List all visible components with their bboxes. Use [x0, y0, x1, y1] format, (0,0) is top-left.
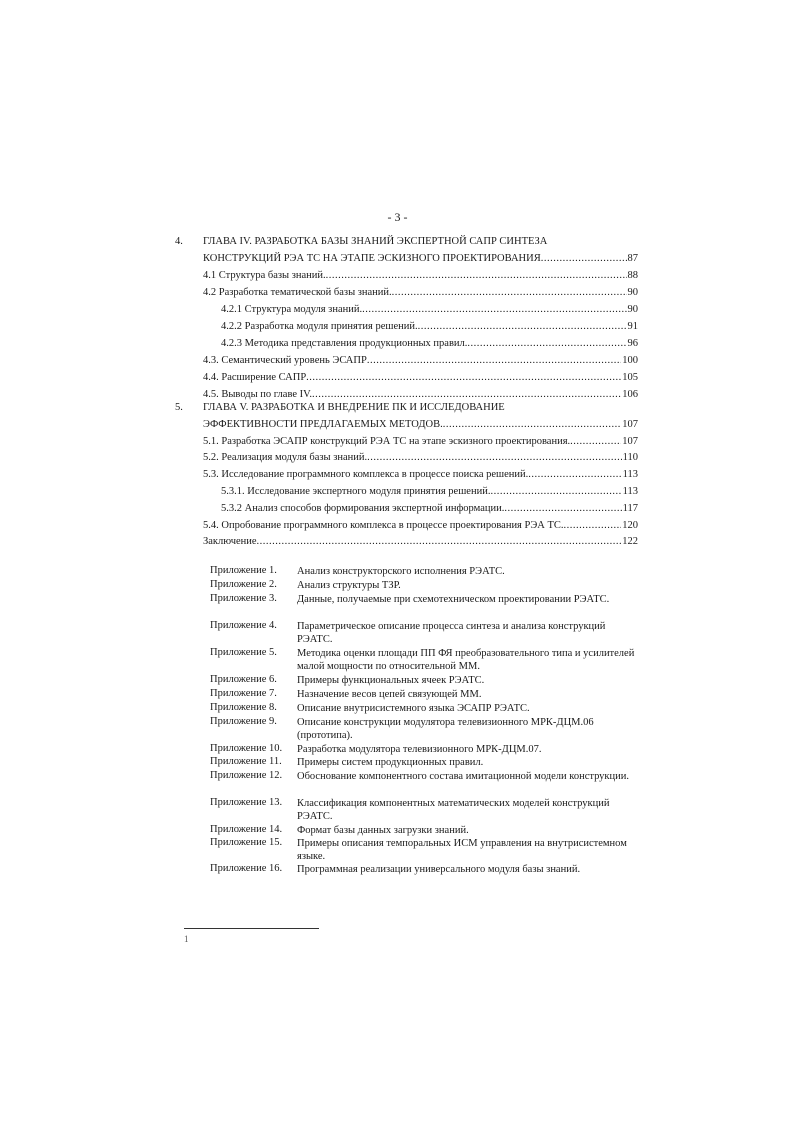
toc-entry-label: 5.3.1. Исследование экспертного модуля принятия решений.	[221, 486, 491, 497]
toc-entry	[221, 503, 638, 517]
leader-dots	[528, 469, 621, 480]
appendix-name: Приложение 3.	[210, 593, 277, 604]
footnote-separator	[184, 928, 319, 929]
toc-entry-label: Заключение	[203, 536, 257, 547]
toc-entry	[203, 270, 638, 284]
leader-dots	[367, 355, 621, 366]
chapter-4-title-line1: ГЛАВА IV. РАЗРАБОТКА БАЗЫ ЗНАНИЙ ЭКСПЕРТНОЙ САПР СИНТЕЗА	[203, 236, 548, 247]
toc-page-number: 122	[622, 536, 638, 547]
toc-page-number: 90	[627, 304, 638, 315]
toc-entry-label: 5.1. Разработка ЭСАПР конструкций РЭА ТС на этапе эскизного проектирования.	[203, 436, 571, 447]
toc-entry-label: 4.2 Разработка тематической базы знаний.	[203, 287, 392, 298]
toc-entry-label: 4.2.2 Разработка модуля принятия решений.	[221, 321, 418, 332]
appendix-text: Примеры функциональных ячеек РЭАТС.	[297, 675, 485, 686]
appendix-name: Приложение 1.	[210, 565, 277, 576]
toc-page-number: 120	[622, 520, 638, 531]
appendix-name: Приложение 2.	[210, 579, 277, 590]
toc-entry-label: 4.5. Выводы по главе IV.	[203, 389, 312, 400]
appendix-name: Приложение 9.	[210, 716, 277, 727]
appendix-text: Обоснование компонентного состава имитационной модели конструкции.	[297, 771, 630, 782]
toc-page-number: 90	[627, 287, 638, 298]
appendix-name: Приложение 8.	[210, 702, 277, 713]
appendix-text: Анализ структуры ТЗР.	[297, 580, 401, 591]
toc-page-number: 110	[622, 452, 638, 463]
appendix-text: Назначение весов цепей связующей ММ.	[297, 689, 482, 700]
toc-page-number: 100	[622, 355, 638, 366]
leader-dots	[257, 536, 622, 547]
toc-page-number: 113	[622, 486, 638, 497]
toc-entry	[221, 486, 638, 500]
toc-entry-label: 4.2.3 Методика представления продукционных правил.	[221, 338, 468, 349]
leader-dots	[418, 321, 627, 332]
appendix-name: Приложение 11.	[210, 756, 282, 767]
toc-page-number: 113	[622, 469, 638, 480]
appendix-name: Приложение 10.	[210, 743, 283, 754]
chapter-5-number: 5.	[175, 402, 183, 413]
appendix-name: Приложение 7.	[210, 688, 277, 699]
toc-entry	[203, 452, 638, 466]
toc-entry	[203, 536, 638, 550]
toc-entry	[203, 389, 638, 403]
chapter-4-title-line2: КОНСТРУКЦИЙ РЭА ТС НА ЭТАПЕ ЭСКИЗНОГО ПРОЕКТИРОВАНИЯ	[203, 253, 541, 264]
appendix-text: Данные, получаемые при схемотехническом проектировании РЭАТС.	[297, 594, 610, 605]
toc-entry	[221, 321, 638, 335]
leader-dots	[504, 503, 621, 514]
appendix-text: Примеры описания темпоральных ИСМ управления на внутрисистемном языке.	[297, 838, 627, 862]
toc-entry	[203, 355, 638, 369]
leader-dots	[306, 372, 621, 383]
toc-page-number: 87	[627, 253, 638, 264]
appendix-name: Приложение 13.	[210, 797, 283, 808]
leader-dots	[392, 287, 627, 298]
appendix-name: Приложение 6.	[210, 674, 277, 685]
toc-page-number: 106	[622, 389, 638, 400]
leader-dots	[362, 304, 626, 315]
appendix-name: Приложение 15.	[210, 837, 283, 848]
toc-page-number: 105	[622, 372, 638, 383]
leader-dots	[367, 452, 621, 463]
toc-page-number: 107	[622, 436, 638, 447]
toc-entry-label: 5.4. Опробование программного комплекса в процессе проектирования РЭА ТС.	[203, 520, 564, 531]
chapter-4-entry	[203, 253, 638, 267]
chapter-5-title-line1: ГЛАВА V. РАЗРАБОТКА И ВНЕДРЕНИЕ ПК И ИССЛЕДОВАНИЕ	[203, 402, 505, 413]
appendix-text: Параметрическое описание процесса синтеза и анализа конструкций РЭАТС.	[297, 621, 606, 645]
chapter-5-title-line2: ЭФФЕКТИВНОСТИ ПРЕДЛАГАЕМЫХ МЕТОДОВ.	[203, 419, 443, 430]
leader-dots	[490, 486, 621, 497]
leader-dots	[443, 419, 622, 430]
toc-entry-label: 4.4. Расширение САПР	[203, 372, 307, 383]
appendix-text: Программная реализации универсального модуля базы знаний.	[297, 864, 581, 875]
appendix-name: Приложение 14.	[210, 824, 283, 835]
appendix-text: Анализ конструкторского исполнения РЭАТС.	[297, 566, 505, 577]
toc-page-number: 107	[622, 419, 638, 430]
toc-entry-label: 4.3. Семантический уровень ЭСАПР	[203, 355, 367, 366]
appendix-text: Примеры систем продукционных правил.	[297, 757, 484, 768]
toc-entry	[221, 304, 638, 318]
footnote-mark: 1	[184, 934, 189, 944]
leader-dots	[326, 270, 627, 281]
toc-page-number: 91	[627, 321, 638, 332]
appendix-text: Формат базы данных загрузки знаний.	[297, 825, 469, 836]
toc-entry	[203, 287, 638, 301]
toc-entry	[221, 338, 638, 352]
appendix-text: Описание конструкции модулятора телевизионного МРК-ДЦМ.06 (прототипа).	[297, 717, 594, 741]
toc-entry-label: 5.3. Исследование программного комплекса в процессе поиска решений.	[203, 469, 529, 480]
toc-entry	[203, 372, 638, 386]
leader-dots	[541, 253, 627, 264]
appendix-name: Приложение 4.	[210, 620, 277, 631]
toc-entry-label: 4.1 Структура базы знаний.	[203, 270, 326, 281]
page-number: - 3 -	[387, 210, 408, 224]
toc-page-number: 88	[627, 270, 638, 281]
appendix-text: Классификация компонентных математических моделей конструкций РЭАТС.	[297, 798, 610, 822]
toc-page-number: 96	[627, 338, 638, 349]
chapter-5-entry	[203, 419, 638, 433]
appendix-text: Методика оценки площади ПП ФЯ преобразовательного типа и усилителей малой мощности по относительной ММ.	[297, 648, 635, 672]
leader-dots	[467, 338, 626, 349]
toc-entry-label: 5.3.2 Анализ способов формирования экспертной информации.	[221, 503, 505, 514]
toc-entry-label: 5.2. Реализация модуля базы знаний.	[203, 452, 368, 463]
leader-dots	[570, 436, 621, 447]
leader-dots	[564, 520, 622, 531]
toc-entry	[203, 469, 638, 483]
appendix-text: Разработка модулятора телевизионного МРК-ДЦМ.07.	[297, 744, 542, 755]
leader-dots	[312, 389, 621, 400]
appendix-text: Описание внутрисистемного языка ЭСАПР РЭАТС.	[297, 703, 530, 714]
toc-entry-label: 4.2.1 Структура модуля знаний.	[221, 304, 363, 315]
appendix-name: Приложение 12.	[210, 770, 283, 781]
appendix-name: Приложение 16.	[210, 863, 283, 874]
appendix-name: Приложение 5.	[210, 647, 277, 658]
toc-entry	[203, 436, 638, 450]
toc-page-number: 117	[622, 503, 638, 514]
toc-entry	[203, 520, 638, 534]
chapter-4-number: 4.	[175, 236, 183, 247]
